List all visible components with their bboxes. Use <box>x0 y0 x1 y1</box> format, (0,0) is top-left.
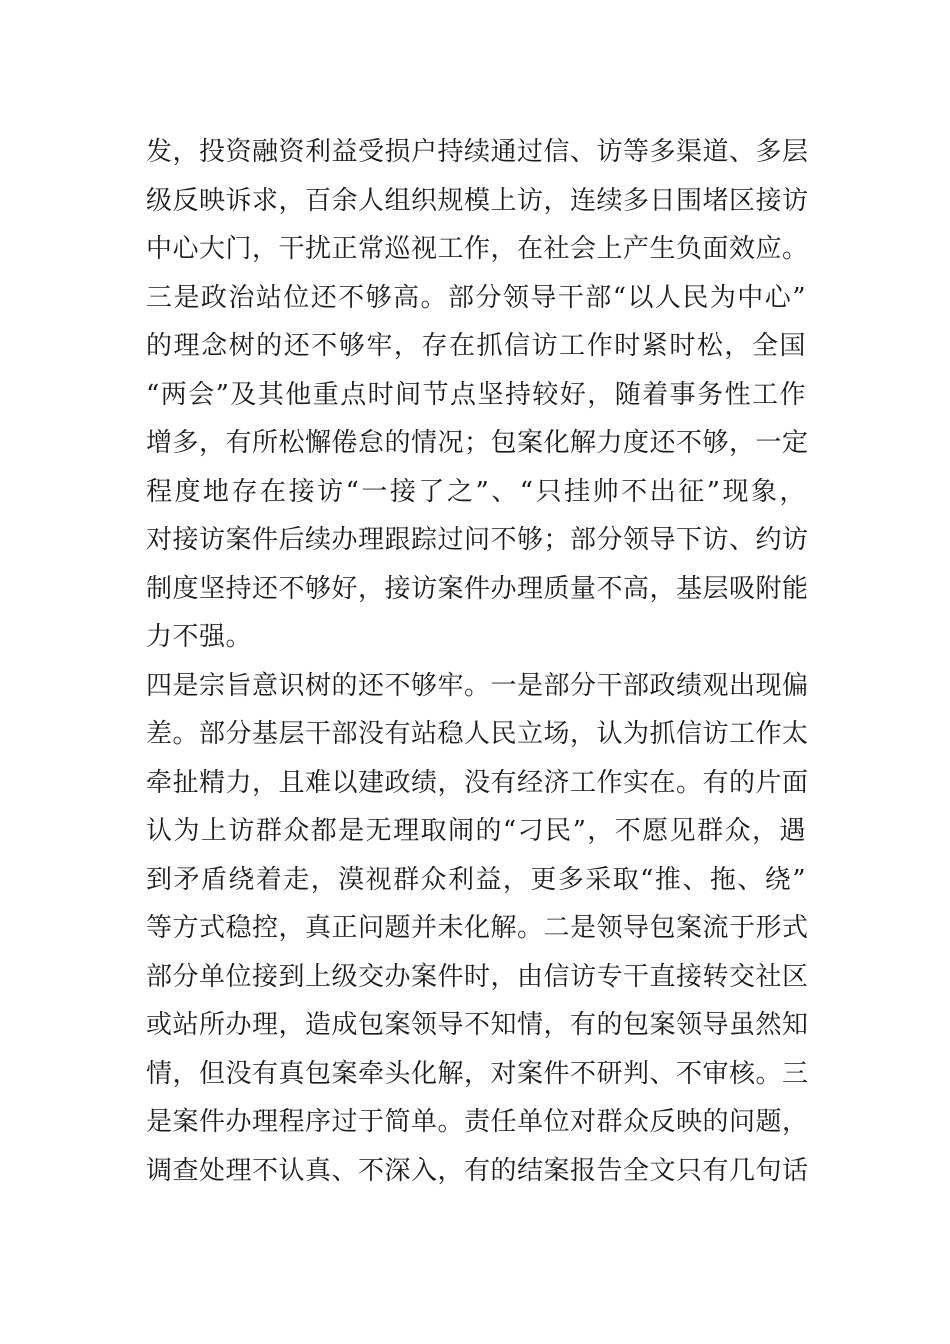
text-line: 中心大门，干扰正常巡视工作，在社会上产生负面效应。 <box>146 234 809 264</box>
text-line: 或站所办理，造成包案领导不知情，有的包案领导虽然知 <box>146 1010 809 1040</box>
text-line: “两会”及其他重点时间节点坚持较好，随着事务性工作 <box>146 379 806 410</box>
text-line: 情，但没有真包案牵头化解，对案件不研判、不审核。三 <box>146 1058 809 1089</box>
text-line: 制度坚持还不够好，接访案件办理质量不高，基层吸附能 <box>146 573 809 604</box>
document-body <box>146 128 809 1195</box>
text-line: 力不强。 <box>146 622 253 652</box>
text-line: 程度地存在接访“一接了之”、“只挂帅不出征”现象， <box>146 476 806 507</box>
text-line: 的理念树的还不够牢，存在抓信访工作时紧时松，全国 <box>146 331 806 361</box>
text-line: 对接访案件后续办理跟踪过问不够；部分领导下访、约访 <box>146 525 809 555</box>
text-line: 发，投资融资利益受损户持续通过信、访等多渠道、多层 <box>146 137 809 167</box>
text-line: 级反映诉求，百余人组织规模上访，连续多日围堵区接访 <box>146 185 809 216</box>
text-line: 三是政治站位还不够高。部分领导干部“以人民为中心” <box>146 282 806 313</box>
text-line: 调查处理不认真、不深入，有的结案报告全文只有几句话 <box>146 1155 809 1186</box>
text-line: 牵扯精力，且难以建政绩，没有经济工作实在。有的片面 <box>146 767 809 798</box>
text-line: 等方式稳控，真正问题并未化解。二是领导包案流于形式 <box>146 913 809 943</box>
text-line: 四是宗旨意识树的还不够牢。一是部分干部政绩观出现偏 <box>146 670 809 701</box>
text-line: 差。部分基层干部没有站稳人民立场，认为抓信访工作太 <box>146 719 809 749</box>
text-line: 是案件办理程序过于简单。责任单位对群众反映的问题， <box>146 1107 809 1137</box>
text-line: 部分单位接到上级交办案件时，由信访专干直接转交社区 <box>146 961 809 992</box>
text-line: 认为上访群众都是无理取闹的“刁民”，不愿见群众，遇 <box>146 816 806 846</box>
text-line: 增多，有所松懈倦怠的情况；包案化解力度还不够，一定 <box>146 428 809 458</box>
text-line: 到矛盾绕着走，漠视群众利益，更多采取“推、拖、绕” <box>146 864 806 895</box>
